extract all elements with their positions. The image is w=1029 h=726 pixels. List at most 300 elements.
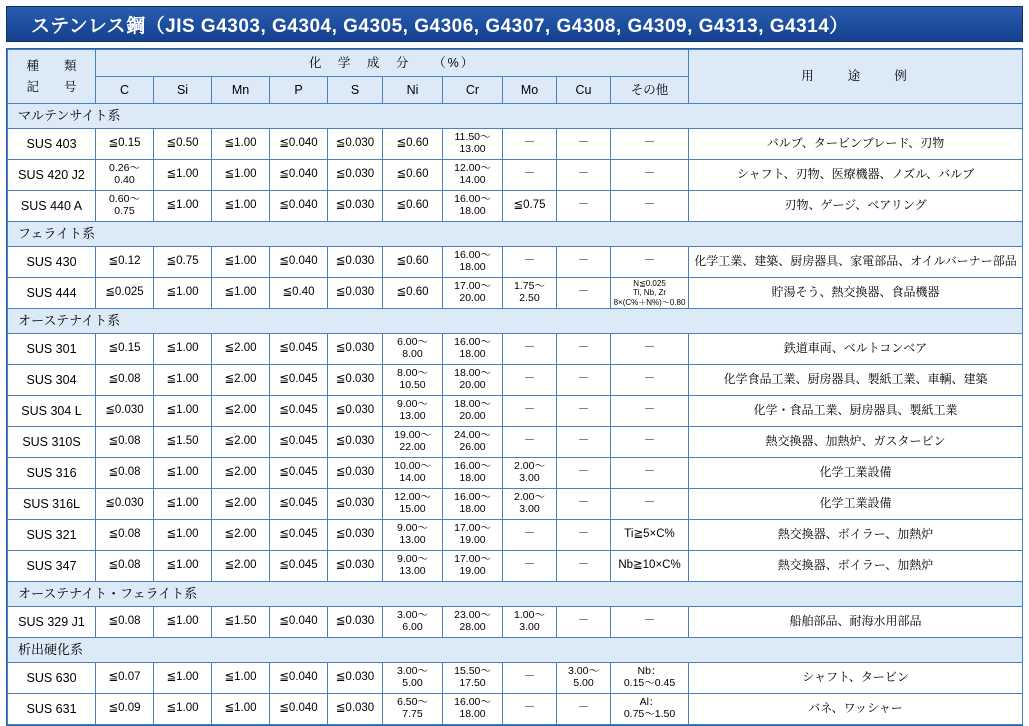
composition-cell [328,160,383,191]
composition-cell [503,520,557,551]
composition-cell [212,520,270,551]
cell-value: ≦0.12 [108,255,141,268]
use-example: バネ、ワッシャー [689,694,1023,725]
header-kind [8,50,96,104]
cell-value-line: 15.50～ [454,665,491,678]
cell-value-line: 17.00～ [454,280,491,293]
cell-value: ≦2.00 [224,435,257,448]
composition-cell [503,160,557,191]
composition-cell [270,278,328,309]
cell-value: ≦2.00 [224,404,257,417]
composition-cell [557,489,611,520]
composition-cell [328,334,383,365]
cell-value: － [643,255,656,268]
composition-cell [212,663,270,694]
composition-cell [383,247,443,278]
cell-value: － [523,373,536,386]
composition-cell [154,191,212,222]
cell-value: ≦0.045 [279,404,318,417]
cell-value: ≦0.08 [108,559,141,572]
composition-cell [443,129,503,160]
cell-value: ≦0.045 [279,466,318,479]
composition-cell [611,396,689,427]
cell-value-line: 16.00～ [454,249,491,262]
cell-value: － [523,168,536,181]
cell-value-line: 6.00 [402,621,423,633]
cell-value: ≦0.08 [108,615,141,628]
page-title-bar [6,6,1023,42]
cell-value: － [523,702,536,715]
cell-value-line: 0.15～0.45 [623,677,676,689]
group-label: オーステナイト系 [8,309,1023,334]
cell-value: － [643,342,656,355]
cell-value: ≦0.040 [279,168,318,181]
cell-value-line: 0.26～ [109,162,140,175]
composition-cell [383,129,443,160]
table-group-row [8,222,1023,247]
cell-value: ≦1.00 [166,497,199,510]
table-row [8,694,1023,725]
cell-value: ≦0.040 [279,137,318,150]
cell-value: ≦2.00 [224,497,257,510]
composition-cell [443,365,503,396]
composition-cell [270,191,328,222]
group-label: マルテンサイト系 [8,104,1023,129]
composition-cell [96,160,154,191]
cell-value: － [577,528,590,541]
composition-cell [443,458,503,489]
grade-code: SUS 631 [8,694,96,725]
cell-value: － [643,137,656,150]
composition-cell [503,278,557,309]
cell-value: ≦0.030 [335,404,375,417]
cell-value: ≦1.00 [166,286,199,299]
table-row [8,489,1023,520]
cell-value-line: 12.00～ [394,491,431,504]
composition-cell [503,365,557,396]
composition-cell [443,663,503,694]
composition-cell [328,607,383,638]
composition-cell [503,489,557,520]
composition-cell [96,489,154,520]
composition-cell [503,551,557,582]
composition-cell [503,694,557,725]
composition-cell [328,551,383,582]
cell-value-line: 18.00 [459,261,486,273]
cell-value: － [577,466,590,479]
cell-value: ≦2.00 [224,528,257,541]
stainless-steel-table-wrapper [6,48,1023,726]
use-example: 化学食品工業、厨房器具、製紙工業、車輌、建築 [689,365,1023,396]
group-label: フェライト系 [8,222,1023,247]
composition-cell [270,458,328,489]
cell-value-line: 16.00～ [454,491,491,504]
composition-cell [383,489,443,520]
cell-value: ≦0.030 [335,702,375,715]
composition-cell [557,663,611,694]
cell-value-line: 6.00～ [397,336,428,349]
composition-cell [328,427,383,458]
cell-value-line: Nb： [637,665,662,678]
composition-cell [154,694,212,725]
cell-value: Ti≧5×C% [624,528,675,541]
grade-code: SUS 430 [8,247,96,278]
cell-value-line: 2.50 [519,292,540,304]
grade-code: SUS 316L [8,489,96,520]
cell-value: ≦1.00 [224,702,257,715]
cell-value: ≦0.045 [279,373,318,386]
cell-value-line: 0.60～ [109,193,140,206]
cell-value: ≦0.030 [335,342,375,355]
composition-cell [328,396,383,427]
use-example: バルブ、タービンブレード、刃物 [689,129,1023,160]
composition-cell [611,365,689,396]
composition-cell [611,334,689,365]
cell-value-line: 19.00 [459,534,486,546]
cell-value: ≦1.00 [166,671,199,684]
composition-cell [503,458,557,489]
composition-cell [503,427,557,458]
header-kind-line2: 記 号 [26,79,77,94]
table-row [8,520,1023,551]
cell-value-line: 8.00 [402,348,423,360]
cell-value-line: 8×(C%＋N%)～0.80 [613,297,686,307]
cell-value-line: 20.00 [459,410,486,422]
composition-cell [212,278,270,309]
cell-value: ≦0.030 [335,199,375,212]
composition-cell [443,191,503,222]
cell-value: ≦0.08 [108,466,141,479]
composition-cell [557,427,611,458]
composition-cell [96,607,154,638]
cell-value: － [523,435,536,448]
cell-value: ≦0.045 [279,435,318,448]
composition-cell [611,427,689,458]
composition-cell [212,551,270,582]
cell-value: ≦0.030 [335,255,375,268]
cell-value: ≦1.00 [224,671,257,684]
composition-cell [503,129,557,160]
cell-value: ≦0.030 [335,528,375,541]
composition-cell [611,607,689,638]
cell-value: ≦0.030 [335,497,375,510]
composition-cell [383,607,443,638]
cell-value: ≦0.030 [335,615,375,628]
cell-value-line: 23.00～ [454,609,491,622]
cell-value-line: 16.00～ [454,696,491,709]
composition-cell [383,365,443,396]
composition-cell [96,129,154,160]
group-label: 析出硬化系 [8,638,1023,663]
composition-cell [383,160,443,191]
composition-cell [611,520,689,551]
cell-value-line: 18.00～ [454,398,491,411]
cell-value: ≦0.60 [396,168,429,181]
composition-cell [270,129,328,160]
composition-cell [96,427,154,458]
cell-value-line: 13.00 [399,410,426,422]
header-element-ni: Ni [383,77,443,104]
cell-value-line: 9.00～ [397,398,428,411]
composition-cell [557,129,611,160]
cell-value-line: 13.00 [459,143,486,155]
cell-value-line: 0.75 [114,205,135,217]
composition-cell [611,663,689,694]
cell-value-line: 3.00 [519,621,540,633]
composition-cell [270,365,328,396]
composition-cell [96,365,154,396]
composition-cell [503,396,557,427]
composition-cell [503,663,557,694]
cell-value-line: 22.00 [399,441,426,453]
cell-value-line: 9.00～ [397,522,428,535]
table-row [8,191,1023,222]
table-row [8,551,1023,582]
cell-value-line: 17.00～ [454,553,491,566]
composition-cell [443,520,503,551]
cell-value-line: 20.00 [459,292,486,304]
composition-cell [443,160,503,191]
cell-value: ≦0.08 [108,435,141,448]
cell-value: ≦1.00 [166,342,199,355]
cell-value-line: 14.00 [399,472,426,484]
composition-cell [328,365,383,396]
composition-cell [611,694,689,725]
cell-value: ≦0.040 [279,671,318,684]
cell-value: ≦1.50 [224,615,257,628]
table-row [8,663,1023,694]
grade-code: SUS 329 J1 [8,607,96,638]
cell-value: ≦0.15 [108,137,141,150]
composition-cell [270,396,328,427]
cell-value-line: 18.00 [459,708,486,720]
cell-value: ≦0.040 [279,199,318,212]
cell-value: ≦0.045 [279,497,318,510]
table-row [8,160,1023,191]
cell-value-line: Al： [639,696,660,709]
cell-value: ≦0.040 [279,702,318,715]
cell-value-line: 13.00 [399,534,426,546]
cell-value-line: 10.00～ [394,460,431,473]
cell-value-line: 24.00～ [454,429,491,442]
cell-value: ≦0.030 [335,559,375,572]
cell-value-line: 3.00～ [397,665,428,678]
composition-cell [154,396,212,427]
cell-value: ≦1.00 [224,168,257,181]
header-element-mo: Mo [503,77,557,104]
table-row [8,247,1023,278]
composition-cell [557,607,611,638]
header-element-c: C [96,77,154,104]
composition-cell [328,458,383,489]
composition-cell [328,694,383,725]
composition-cell [96,278,154,309]
composition-cell [212,191,270,222]
composition-cell [557,458,611,489]
cell-value: ≦1.00 [166,168,199,181]
cell-value: － [523,671,536,684]
composition-cell [212,607,270,638]
composition-cell [212,427,270,458]
composition-cell [557,160,611,191]
cell-value: － [577,342,590,355]
composition-cell [557,334,611,365]
cell-value: ≦1.00 [166,528,199,541]
cell-value: ≦0.08 [108,528,141,541]
composition-cell [96,191,154,222]
grade-code: SUS 304 L [8,396,96,427]
cell-value-line: 16.00～ [454,336,491,349]
cell-value: － [577,199,590,212]
composition-cell [212,247,270,278]
cell-value: ≦0.045 [279,342,318,355]
composition-cell [270,334,328,365]
composition-cell [96,694,154,725]
cell-value-line: 5.00 [402,677,423,689]
composition-cell [154,334,212,365]
cell-value: ≦0.030 [335,137,375,150]
composition-cell [503,247,557,278]
composition-cell [611,129,689,160]
header-element-si: Si [154,77,212,104]
cell-value: ≦0.09 [108,702,141,715]
composition-cell [557,396,611,427]
grade-code: SUS 310S [8,427,96,458]
composition-cell [154,427,212,458]
cell-value-line: 15.00 [399,503,426,515]
cell-value: － [577,435,590,448]
composition-cell [154,489,212,520]
cell-value: － [523,559,536,572]
use-example: 熱交換器、ボイラー、加熱炉 [689,551,1023,582]
cell-value: － [643,373,656,386]
cell-value: － [577,497,590,510]
group-label: オーステナイト・フェライト系 [8,582,1023,607]
grade-code: SUS 420 J2 [8,160,96,191]
composition-cell [443,427,503,458]
cell-value-line: 19.00～ [394,429,431,442]
cell-value: － [523,404,536,417]
cell-value: ≦1.00 [224,137,257,150]
use-example: 鉄道車両、ベルトコンベア [689,334,1023,365]
grade-code: SUS 347 [8,551,96,582]
composition-cell [557,365,611,396]
composition-cell [154,247,212,278]
cell-value-line: 3.00 [519,503,540,515]
composition-cell [154,160,212,191]
composition-cell [503,191,557,222]
cell-value: － [643,497,656,510]
grade-code: SUS 630 [8,663,96,694]
cell-value: Nb≧10×C% [618,559,681,572]
cell-value-line: 6.50～ [397,696,428,709]
composition-cell [154,458,212,489]
header-chemical-composition: 化 学 成 分 （%） [96,50,689,77]
composition-cell [557,520,611,551]
use-example: 貯湯そう、熱交換器、食品機器 [689,278,1023,309]
header-element-p: P [270,77,328,104]
composition-cell [383,458,443,489]
cell-value: ≦1.00 [166,559,199,572]
composition-cell [96,396,154,427]
cell-value: ≦0.60 [396,137,429,150]
use-example: 熱交換器、加熱炉、ガスタービン [689,427,1023,458]
cell-value: － [577,615,590,628]
cell-value-line: 18.00 [459,472,486,484]
composition-cell [328,191,383,222]
composition-cell [443,396,503,427]
composition-cell [154,607,212,638]
composition-cell [611,247,689,278]
composition-cell [383,191,443,222]
cell-value: ≦0.030 [105,497,144,510]
table-row [8,334,1023,365]
composition-cell [154,365,212,396]
composition-cell [328,489,383,520]
stainless-steel-table [7,49,1023,725]
composition-cell [611,458,689,489]
cell-value-line: 2.00～ [514,491,545,504]
cell-value: ≦0.030 [335,286,375,299]
composition-cell [212,365,270,396]
cell-value: ≦0.045 [279,559,318,572]
cell-value-line: 18.00～ [454,367,491,380]
composition-cell [96,247,154,278]
cell-value-line: Ti, Nb, Zr [632,288,667,298]
cell-value-line: 2.00～ [514,460,545,473]
cell-value: ≦2.00 [224,373,257,386]
cell-value-line: 5.00 [573,677,594,689]
cell-value: ≦1.00 [166,404,199,417]
composition-cell [557,191,611,222]
cell-value-line: 16.00～ [454,460,491,473]
cell-value: ≦1.00 [166,466,199,479]
use-example: 刃物、ゲージ、ベアリング [689,191,1023,222]
header-use-example: 用 途 例 [689,50,1023,104]
use-example: 化学工業設備 [689,489,1023,520]
cell-value-line: 7.75 [402,708,423,720]
composition-cell [557,694,611,725]
cell-value-line: 10.50 [399,379,426,391]
cell-value-line: 18.00 [459,503,486,515]
composition-cell [383,520,443,551]
grade-code: SUS 440 A [8,191,96,222]
composition-cell [557,551,611,582]
composition-cell [383,396,443,427]
table-header-row-1 [8,50,1023,77]
page-title: ステンレス鋼（JIS G4303, G4304, G4305, G4306, G4307, G4308, G4309, G4313, G4314） [31,15,849,37]
composition-cell [328,247,383,278]
composition-cell [212,694,270,725]
cell-value: ≦0.030 [105,404,144,417]
cell-value: ≦0.040 [279,615,318,628]
cell-value: － [523,137,536,150]
composition-cell [212,334,270,365]
cell-value: － [523,255,536,268]
cell-value: ≦0.15 [108,342,141,355]
cell-value: － [523,528,536,541]
table-group-row [8,309,1023,334]
composition-cell [383,551,443,582]
cell-value: ≦0.030 [335,373,375,386]
cell-value-line: N≦0.025 [633,278,666,288]
header-element-cr: Cr [443,77,503,104]
cell-value-line: 11.50～ [454,131,491,144]
composition-cell [443,334,503,365]
grade-code: SUS 321 [8,520,96,551]
cell-value: ≦0.40 [282,286,315,299]
grade-code: SUS 301 [8,334,96,365]
